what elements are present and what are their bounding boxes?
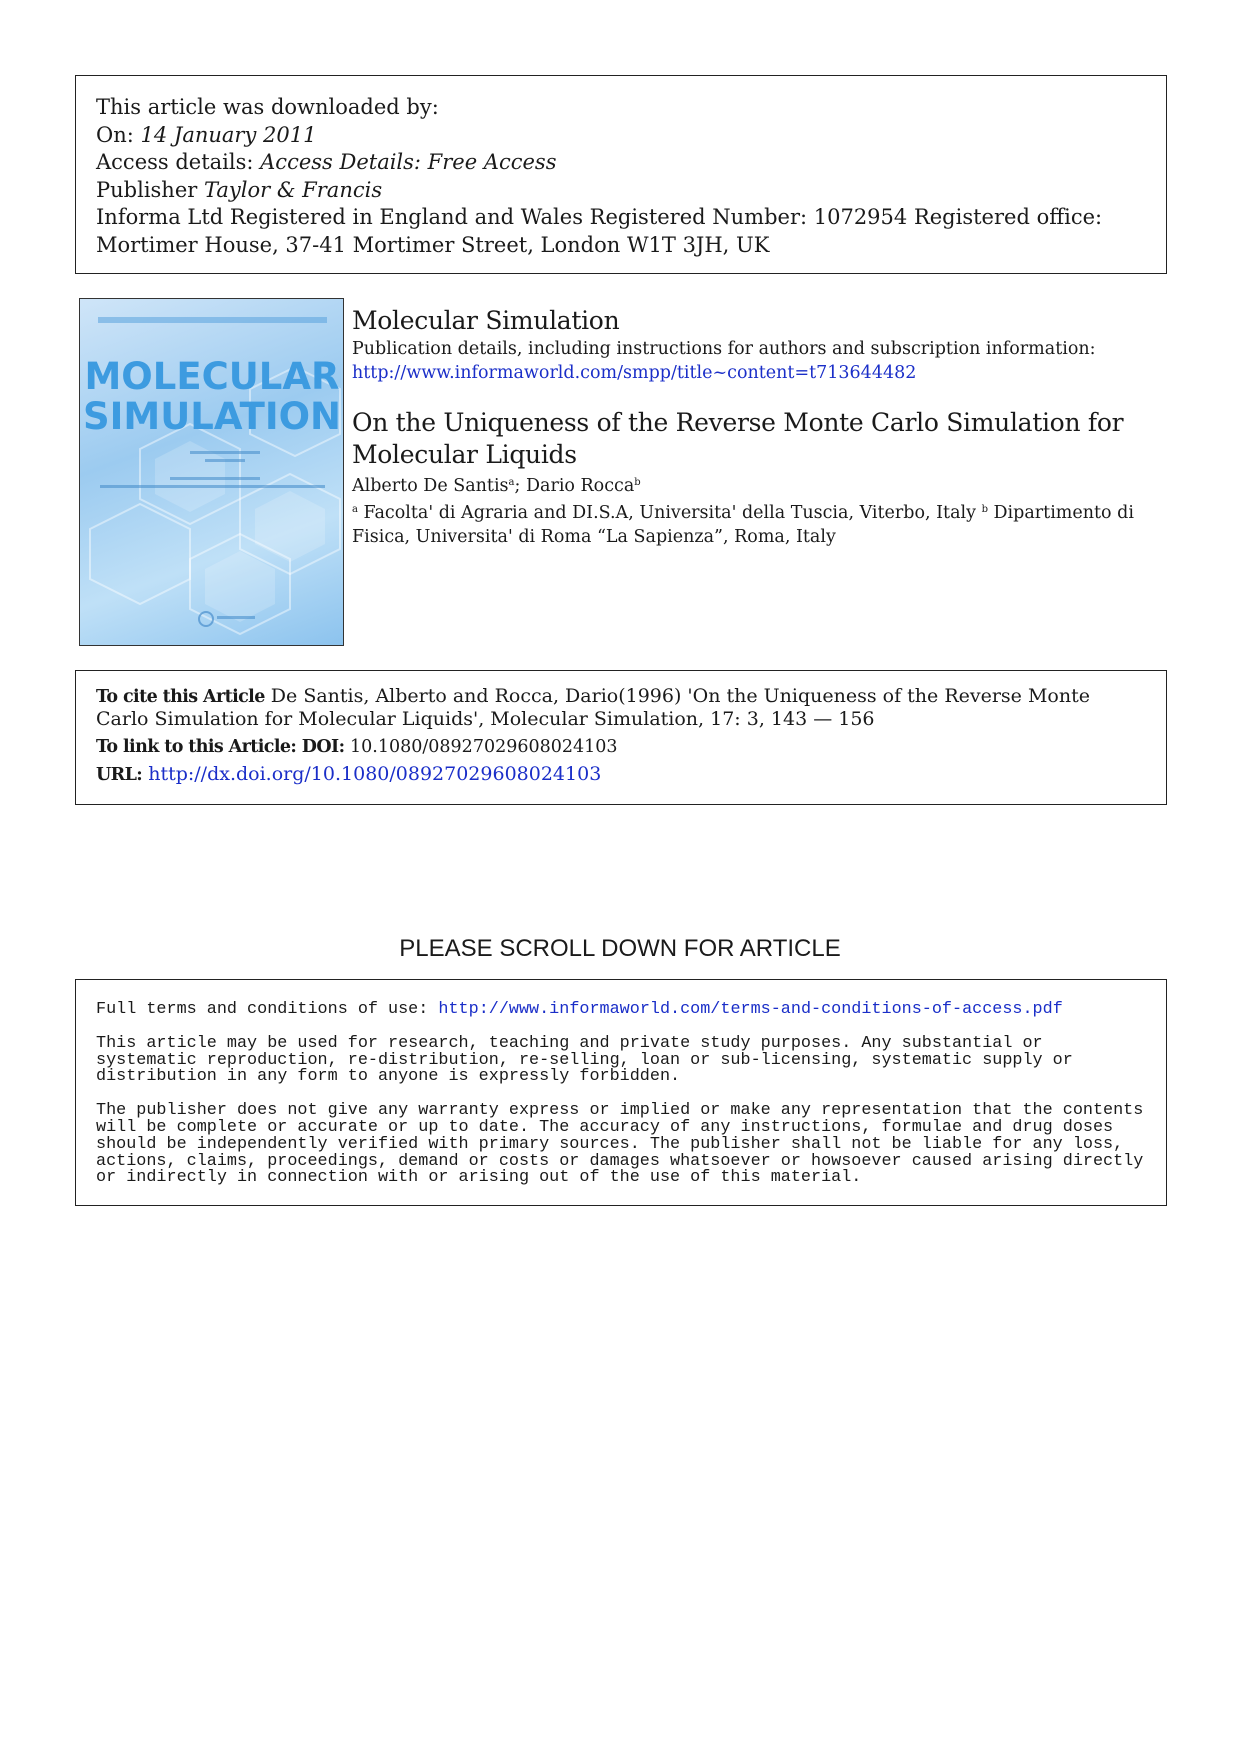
access-details-line xyxy=(96,149,1146,177)
publisher-line xyxy=(96,177,1146,205)
on-label: On: xyxy=(96,122,141,147)
author-name: Alberto De Santis xyxy=(352,476,509,496)
doi-row xyxy=(96,735,1146,758)
affiliation-mark: b xyxy=(981,504,988,515)
full-terms-label: Full terms and conditions of use: xyxy=(96,1000,439,1019)
journal-cover-image xyxy=(79,298,344,646)
doi-url-link[interactable]: http://dx.doi.org/10.1080/08927029608024103 xyxy=(142,763,602,785)
download-date: 14 January 2011 xyxy=(140,122,317,147)
journal-url-link[interactable]: http://www.informaworld.com/smpp/title~content=t713644482 xyxy=(352,363,917,383)
cite-text: De Santis, Alberto and Rocca, Dario(1996) 'On the Uniqueness of the Reverse Monte Carlo Simulation for Molecular Liquids', Molecular Simulation, 17: 3, 143 — 156 xyxy=(96,685,1090,730)
access-label: Access details: xyxy=(96,150,261,174)
cite-row xyxy=(96,685,1146,730)
scroll-down-notice: PLEASE SCROLL DOWN FOR ARTICLE xyxy=(399,935,841,962)
usage-terms-paragraph: This article may be used for research, teaching and private study purposes. Any substantial or systematic reproduction, re-distribution, re-selling, loan or sub-licensing, systematic supply or distribution in any form to anyone is expressly forbidden. xyxy=(96,1033,1073,1087)
affiliation-mark: a xyxy=(352,504,358,515)
download-info-box xyxy=(75,75,1167,274)
downloaded-by-line: This article was downloaded by: xyxy=(96,95,439,119)
author-affiliation-mark: b xyxy=(634,477,641,488)
terms-url-link[interactable]: http://www.informaworld.com/terms-and-conditions-of-access.pdf xyxy=(438,1000,1063,1019)
registered-office-text: Informa Ltd Registered in England and Wales Registered Number: 1072954 Registered office: Mortimer House, 37-41 Mortimer Street, London W1T 3JH, UK xyxy=(96,205,1103,257)
author-name: Dario Rocca xyxy=(525,476,635,496)
url-row xyxy=(96,763,1146,786)
affiliation-text: Facolta' di Agraria and DI.S.A, Universita' della Tuscia, Viterbo, Italy xyxy=(357,503,982,523)
doi-label: To link to this Article: DOI: xyxy=(96,737,345,757)
doi-value: 10.1080/08927029608024103 xyxy=(344,737,618,757)
download-date-line xyxy=(96,122,1146,150)
terms-box xyxy=(75,979,1167,1206)
journal-info xyxy=(352,305,1152,549)
url-label: URL: xyxy=(96,765,143,785)
author-affiliation-mark: a xyxy=(508,477,515,488)
publication-details: Publication details, including instructions for authors and subscription information: xyxy=(352,339,1096,359)
publisher-value: Taylor & Francis xyxy=(203,177,383,202)
authors-line xyxy=(352,471,1152,498)
cite-label: To cite this Article xyxy=(96,687,265,707)
affiliations xyxy=(352,498,1152,549)
article-title: On the Uniqueness of the Reverse Monte Carlo Simulation for Molecular Liquids xyxy=(352,408,1124,469)
journal-title: Molecular Simulation xyxy=(352,306,620,335)
affiliation-text: Dipartimento di Fisica, Universita' di Roma “La Sapienza”, Roma, Italy xyxy=(352,503,1134,547)
cover-art xyxy=(80,299,344,646)
citation-box xyxy=(75,670,1167,805)
full-terms-line xyxy=(96,1002,1146,1019)
cover-title-line2: SIMULATION xyxy=(82,395,342,438)
access-value: Access Details: Free Access xyxy=(260,150,557,174)
disclaimer-paragraph: The publisher does not give any warranty express or implied or make any representation that the contents will be complete or accurate or up to date. The accuracy of any instructions, formulae and drug doses should be independently verified with primary sources. The publisher shall not be liable for any loss, actions, claims, proceedings, demand or costs or damages whatsoever or howsoever caused arising directly or indirectly in connection with or arising out of the use of this material. xyxy=(96,1101,1144,1188)
author-separator: ; xyxy=(514,476,526,496)
cover-title-line1: MOLECULAR xyxy=(84,355,340,398)
publisher-label: Publisher xyxy=(96,177,204,202)
